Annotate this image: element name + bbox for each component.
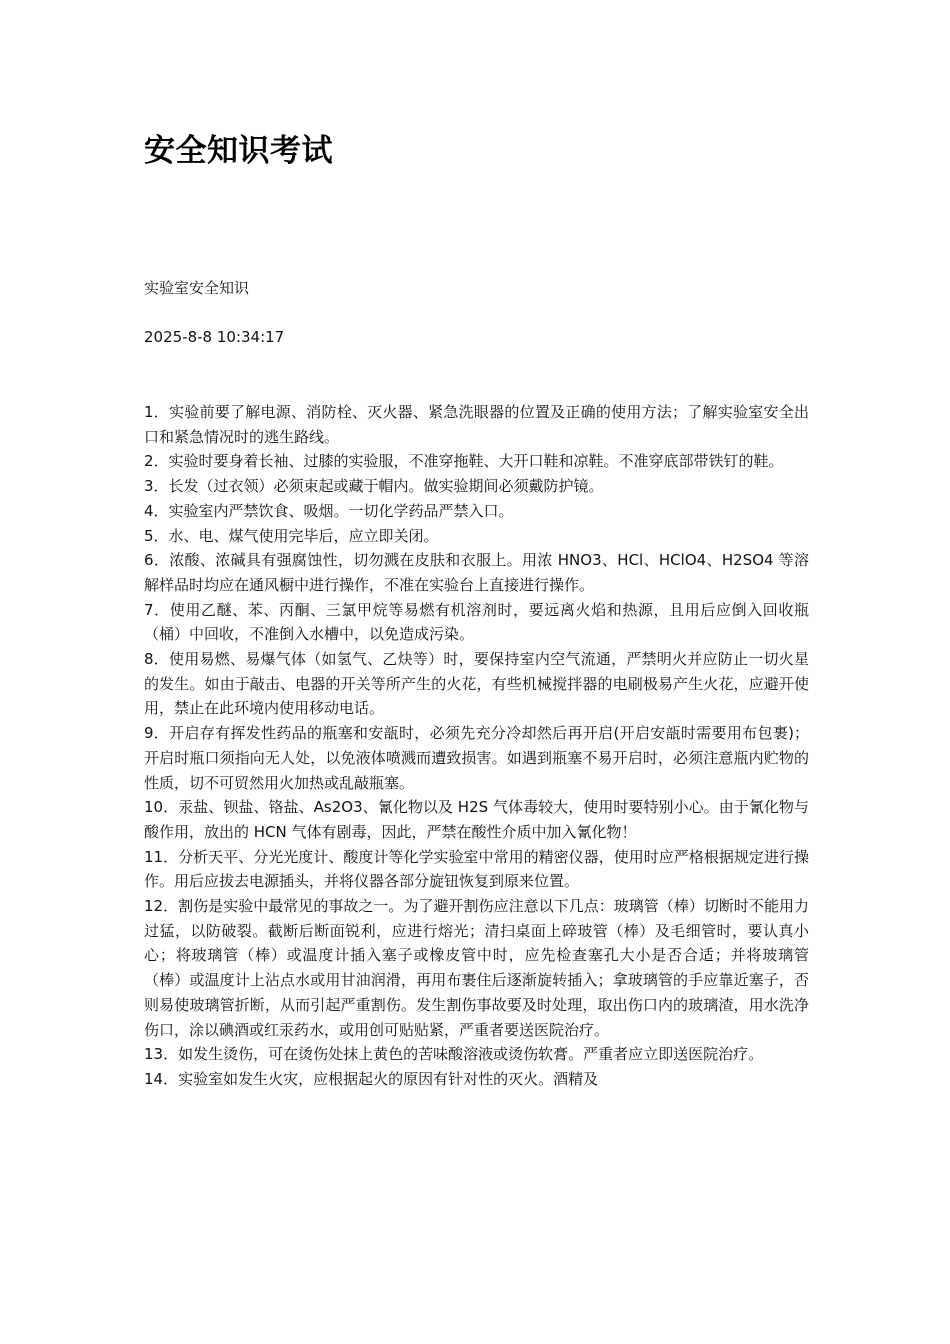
rule-paragraph: 7．使用乙醚、苯、丙酮、三氯甲烷等易燃有机溶剂时，要远离火焰和热源，且用后应倒入回收瓶（桶）中回收，不准倒入水槽中，以免造成污染。 xyxy=(144,600,809,644)
rule-paragraph: 6．浓酸、浓碱具有强腐蚀性，切勿溅在皮肤和衣服上。用浓 HNO3、HCl、HClO4、H2SO4 等溶解样品时均应在通风橱中进行操作，不准在实验台上直接进行操作。 xyxy=(144,551,809,594)
rule-paragraph: 12．割伤是实验中最常见的事故之一。为了避开割伤应注意以下几点：玻璃管（棒）切断时不能用力过猛，以防破裂。截断后断面锐利，应进行熔光；清扫桌面上碎玻管（棒）及毛细管时，要认真小心；将玻璃管（棒）或温度计插入塞子或橡皮管中时，应先检查塞孔大小是否合适；并将玻璃管（棒）或温度计上沾点水或用甘油润滑，再用布裹住后逐渐旋转插入；拿玻璃管的手应靠近塞子，否则易使玻璃管折断，从而引起严重割伤。发生割伤事故要及时处理，取出伤口内的玻璃渣，用水洗净伤口，涂以碘酒或红汞药水，或用创可贴贴紧，严重者要送医院治疗。 xyxy=(144,897,809,1039)
rule-paragraph: 3．长发（过衣领）必须束起或藏于帽内。做实验期间必须戴防护镜。 xyxy=(144,477,604,496)
rule-paragraph: 2．实验时要身着长袖、过膝的实验服，不准穿拖鞋、大开口鞋和凉鞋。不准穿底部带铁钉的鞋。 xyxy=(144,452,784,471)
rule-paragraph: 1．实验前要了解电源、消防栓、灭火器、紧急洗眼器的位置及正确的使用方法；了解实验室安全出口和紧急情况时的逃生路线。 xyxy=(144,403,809,446)
rule-paragraph: 4．实验室内严禁饮食、吸烟。一切化学药品严禁入口。 xyxy=(144,501,514,520)
rule-paragraph: 14．实验室如发生火灾，应根据起火的原因有针对性的灭火。酒精及 xyxy=(144,1069,599,1088)
document-subtitle: 实验室安全知识 xyxy=(144,279,250,297)
document-timestamp: 2025-8-8 10:34:17 xyxy=(144,328,285,346)
rule-paragraph: 11．分析天平、分光光度计、酸度计等化学实验室中常用的精密仪器，使用时应严格根据规定进行操作。用后应拔去电源插头，并将仪器各部分旋钮恢复到原来位置。 xyxy=(144,847,809,891)
document-title: 安全知识考试 xyxy=(144,133,333,169)
rule-paragraph: 10．汞盐、钡盐、铬盐、As2O3、氰化物以及 H2S 气体毒较大，使用时要特别小心。由于氰化物与酸作用，放出的 HCN 气体有剧毒，因此，严禁在酸性介质中加入氰化物！ xyxy=(144,798,809,841)
rule-paragraph: 13．如发生烫伤，可在烫伤处抹上黄色的苦味酸溶液或烫伤软膏。严重者应立即送医院治疗。 xyxy=(144,1045,764,1064)
document-body xyxy=(144,400,809,1092)
rule-paragraph: 5．水、电、煤气使用完毕后，应立即关闭。 xyxy=(144,526,439,545)
rule-paragraph: 8．使用易燃、易爆气体（如氢气、乙炔等）时，要保持室内空气流通，严禁明火并应防止一切火星的发生。如由于敲击、电器的开关等所产生的火花，有些机械搅拌器的电刷极易产生火花，应避开使用，禁止在此环境内使用移动电话。 xyxy=(144,650,809,718)
rule-paragraph: 9．开启存有挥发性药品的瓶塞和安瓿时，必须先充分冷却然后再开启(开启安瓿时需要用布包裹)；开启时瓶口须指向无人处，以免液体喷溅而遭致损害。如遇到瓶塞不易开启时，必须注意瓶内贮物的性质，切不可贸然用火加热或乱敲瓶塞。 xyxy=(144,724,809,792)
